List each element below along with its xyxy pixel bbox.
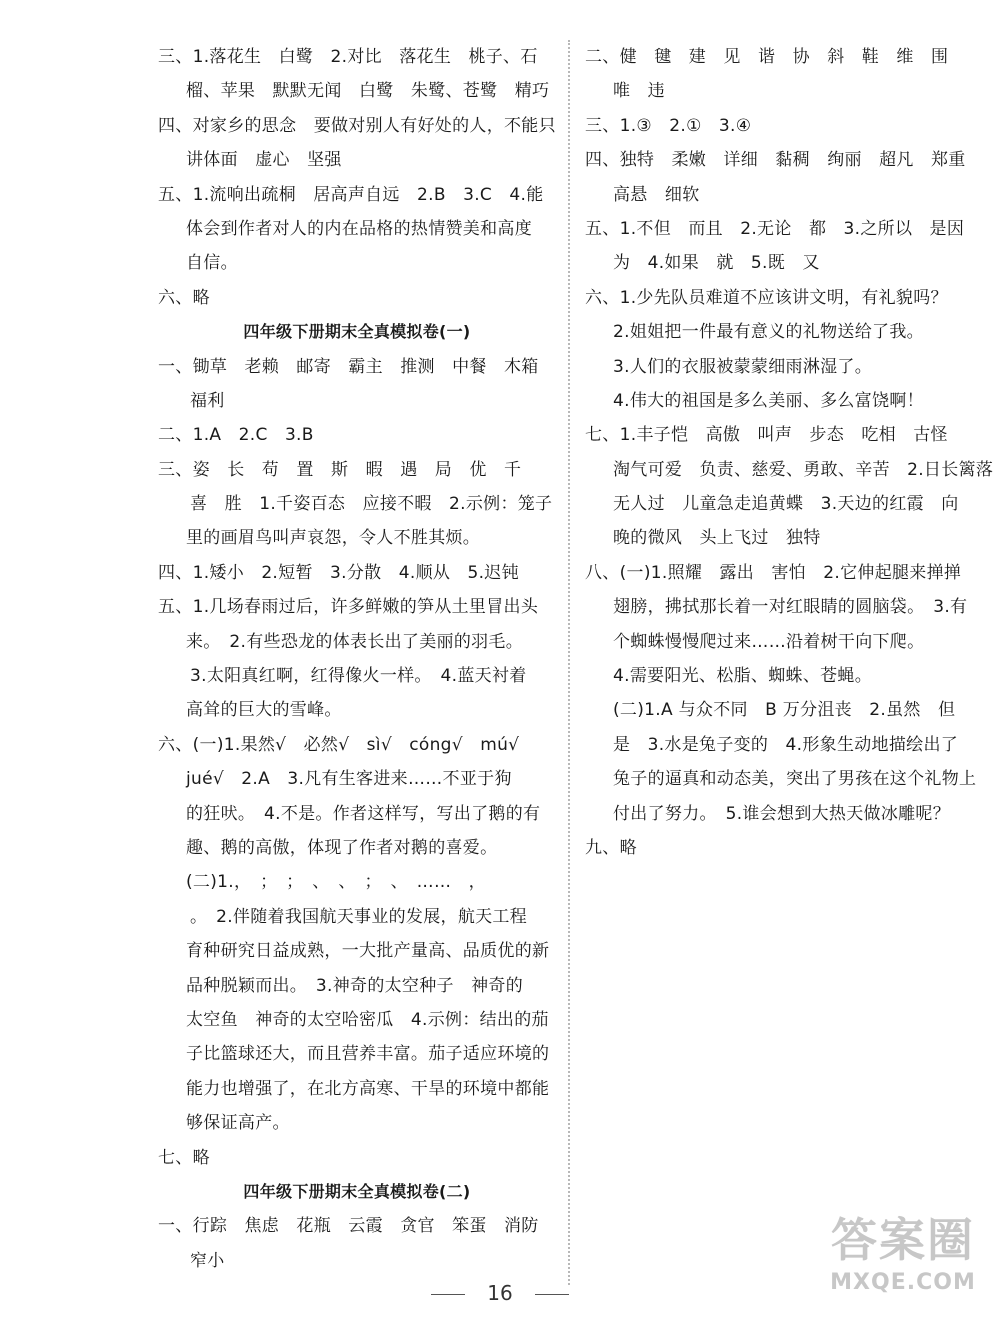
answer-line: 4.需要阳光、松脂、蜘蛛、苍蝇。: [613, 666, 873, 687]
right-column: [585, 40, 994, 865]
answer-line: 晚的微风 头上飞过 独特: [613, 528, 821, 549]
answer-line: 三、姿 长 苟 置 斯 暇 遇 局 优 千: [158, 459, 522, 480]
answer-line: 六、(一)1.果然√ 必然√ sì√ cóng√ mú√: [158, 734, 520, 755]
answer-line: 高耸的巨大的雪峰。: [186, 700, 342, 721]
answer-line: 喜 胜 1.千姿百态 应接不暇 2.示例：笼子: [190, 494, 553, 515]
answer-line: 五、1.流响出疏桐 居高声自远 2.B 3.C 4.能: [158, 184, 544, 205]
footer-dash: [431, 1294, 465, 1295]
answer-line: 里的画眉鸟叫声哀怨，令人不胜其烦。: [186, 528, 481, 549]
answer-line: 七、略: [158, 1147, 210, 1168]
answer-line: 能力也增强了，在北方高寒、干旱的环境中都能: [186, 1078, 550, 1099]
answer-line: 太空鱼 神奇的太空哈密瓜 4.示例：结出的茄: [186, 1009, 549, 1030]
answer-line: 3.人们的衣服被蒙蒙细雨淋湿了。: [613, 356, 873, 377]
answer-line: 2.姐姐把一件最有意义的礼物送给了我。: [613, 322, 924, 343]
answer-line: 四、1.矮小 2.短暂 3.分散 4.顺从 5.迟钝: [158, 562, 519, 583]
answer-line: 付出了努力。 5.谁会想到大热天做冰雕呢？: [613, 803, 951, 824]
answer-line: jué√ 2.A 3.凡有生客进来……不亚于狗: [186, 769, 512, 790]
answer-line: 自信。: [186, 253, 238, 274]
answer-line: 四、对家乡的思念 要做对别人有好处的人，不能只: [158, 115, 556, 136]
answer-line: 榴、苹果 默默无闻 白鹭 朱鹭、苍鹭 精巧: [186, 81, 550, 102]
answer-line: 六、1.少先队员难道不应该讲文明，有礼貌吗？: [585, 287, 948, 308]
answer-line: 子比篮球还大，而且营养丰富。茄子适应环境的: [186, 1044, 550, 1065]
page-number: 16: [487, 1281, 513, 1305]
left-column: [158, 40, 556, 1278]
answer-line: 唯 违: [613, 81, 665, 102]
answer-line: 品种脱颖而出。 3.神奇的太空种子 神奇的: [186, 975, 524, 996]
answer-line: 来。 2.有些恐龙的体表长出了美丽的羽毛。: [186, 631, 524, 652]
answer-line: 够保证高产。: [186, 1113, 290, 1134]
answer-line: 九、略: [585, 837, 637, 858]
answer-line: 二、1.A 2.C 3.B: [158, 425, 314, 446]
answer-line: 五、1.几场春雨过后，许多鲜嫩的笋从土里冒出头: [158, 597, 539, 618]
answer-line: 为 4.如果 就 5.既 又: [613, 253, 820, 274]
answer-line: 4.伟大的祖国是多么美丽、多么富饶啊！: [613, 390, 924, 411]
answer-line: 高悬 细软: [613, 184, 700, 205]
answer-line: 淘气可爱 负责、慈爱、勇敢、辛苦 2.日长篱落: [613, 459, 994, 480]
answer-line: (二)1.， ； ； 、 、 ； 、 …… ，: [186, 872, 486, 893]
answer-line: 六、略: [158, 287, 210, 308]
answer-line: 三、1.落花生 白鹭 2.对比 落花生 桃子、石: [158, 47, 538, 67]
answer-line: 的狂吠。 4.不是。作者这样写，写出了鹅的有: [186, 803, 541, 824]
answer-line: 四、独特 柔嫩 详细 黏稠 绚丽 超凡 郑重: [585, 150, 966, 171]
answer-line: 3.太阳真红啊，红得像火一样。 4.蓝天衬着: [190, 666, 527, 687]
answer-line: 育种研究日益成熟，一大批产量高、品质优的新: [186, 941, 550, 962]
answer-line: 七、1.丰子恺 高傲 叫声 步态 吃相 古怪: [585, 425, 948, 446]
answer-line: 体会到作者对人的内在品格的热情赞美和高度: [186, 218, 532, 239]
answer-line: 一、行踪 焦虑 花瓶 云霞 贪官 笨蛋 消防: [158, 1216, 539, 1237]
answer-line: 二、健 毽 建 见 谐 协 斜 鞋 维 围: [585, 47, 949, 67]
answer-line: 五、1.不但 而且 2.无论 都 3.之所以 是因: [585, 218, 965, 239]
answer-line: 是 3.水是兔子变的 4.形象生动地描绘出了: [613, 734, 959, 755]
section-title: 四年级下册期末全真模拟卷(一): [243, 322, 471, 342]
answer-line: 个蜘蛛慢慢爬过来……沿着树干向下爬。: [613, 631, 925, 652]
column-divider: [568, 40, 570, 1285]
watermark-text: 答案圈: [831, 1213, 975, 1267]
answer-line: 八、(一)1.照耀 露出 害怕 2.它伸起腿来掸掸: [585, 562, 962, 583]
answer-line: (二)1.A 与众不同 B 万分沮丧 2.虽然 但: [613, 700, 956, 721]
answer-line: 翅膀，拂拭那长着一对红眼睛的圆脑袋。 3.有: [613, 597, 968, 618]
footer-dash: [535, 1294, 569, 1295]
answer-line: 窄小: [190, 1250, 225, 1271]
answer-line: 。 2.伴随着我国航天事业的发展，航天工程: [190, 906, 528, 927]
answer-line: 三、1.③ 2.① 3.④: [585, 115, 752, 136]
watermark-logo: [818, 1212, 988, 1316]
watermark-url: MXQE.COM: [830, 1270, 976, 1295]
answer-line: 福利: [190, 390, 225, 411]
answer-line: 趣、鹅的高傲，体现了作者对鹅的喜爱。: [186, 837, 498, 858]
answer-line: 无人过 儿童急走追黄蝶 3.天边的红霞 向: [613, 494, 959, 515]
answer-line: 一、锄草 老赖 邮寄 霸主 推测 中餐 木箱: [158, 356, 539, 377]
section-title: 四年级下册期末全真模拟卷(二): [243, 1181, 471, 1201]
answer-line: 兔子的逼真和动态美，突出了男孩在这个礼物上: [613, 769, 977, 790]
answer-line: 讲体面 虚心 坚强: [186, 150, 342, 171]
